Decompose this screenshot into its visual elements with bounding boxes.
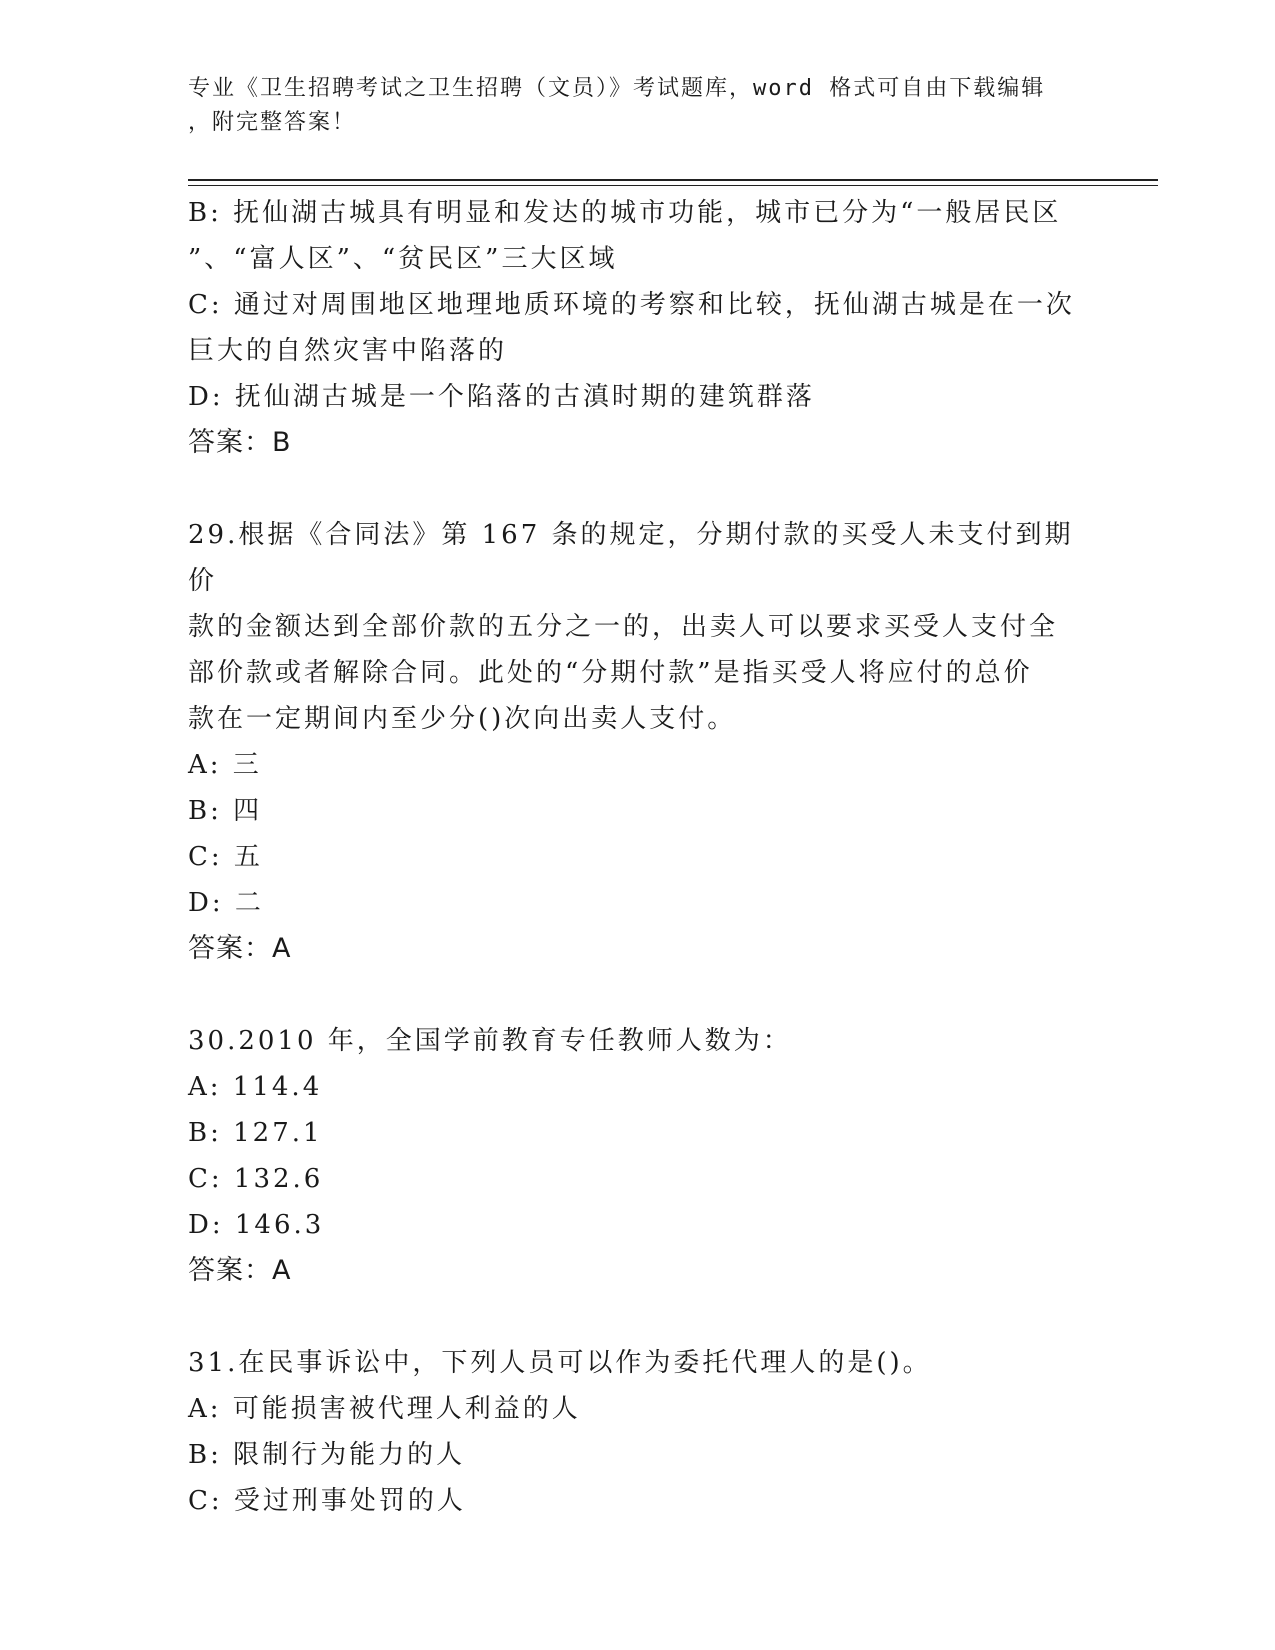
- question-stem-line-3: 部价款或者解除合同。此处的“分期付款”是指买受人将应付的总价: [188, 658, 1033, 688]
- header-rule-thin: [188, 185, 1158, 186]
- spacer: [188, 1294, 1088, 1340]
- answer: 答案：A: [188, 1255, 292, 1286]
- header-rule-thick: [188, 179, 1158, 181]
- option-b-line-1: B: 抚仙湖古城具有明显和发达的城市功能，城市已分为“一般居民区: [188, 198, 1062, 228]
- option-b: B: 四: [188, 796, 263, 826]
- question-stem-line-2: 款的金额达到全部价款的五分之一的，出卖人可以要求买受人支付全: [188, 612, 1059, 642]
- option-a: A: 三: [188, 750, 262, 780]
- question-stem: 31.在民事诉讼中，下列人员可以作为委托代理人的是()。: [188, 1348, 932, 1378]
- question-stem-line-1: 29.根据《合同法》第 167 条的规定，分期付款的买受人未支付到期价: [188, 520, 1074, 596]
- document-header: [188, 72, 1088, 140]
- header-line-1: 专业《卫生招聘考试之卫生招聘（文员）》考试题库，word 格式可自由下载编辑: [188, 76, 1046, 101]
- option-b: B: 127.1: [188, 1118, 323, 1148]
- document-body: [188, 190, 1088, 1524]
- option-b: B: 限制行为能力的人: [188, 1440, 466, 1470]
- question-29: [188, 512, 1088, 972]
- option-c: C: 132.6: [188, 1164, 324, 1194]
- answer: 答案：A: [188, 933, 292, 964]
- question-stem-line-4: 款在一定期间内至少分()次向出卖人支付。: [188, 704, 737, 734]
- option-c: C: 受过刑事处罚的人: [188, 1486, 466, 1516]
- question-31: [188, 1340, 1088, 1524]
- question-stem: 30.2010 年，全国学前教育专任教师人数为：: [188, 1026, 792, 1056]
- option-b-line-2: ”、“富人区”、“贫民区”三大区域: [188, 244, 618, 274]
- option-d: D: 抚仙湖古城是一个陷落的古滇时期的建筑群落: [188, 382, 815, 412]
- question-30: [188, 1018, 1088, 1294]
- option-a: A: 114.4: [188, 1072, 323, 1102]
- option-d: D: 二: [188, 888, 264, 918]
- option-c-line-1: C: 通过对周围地区地理地质环境的考察和比较，抚仙湖古城是在一次: [188, 290, 1075, 320]
- option-c: C: 五: [188, 842, 263, 872]
- option-a: A: 可能损害被代理人利益的人: [188, 1394, 581, 1424]
- spacer: [188, 972, 1088, 1018]
- header-line-2: ，附完整答案！: [188, 110, 357, 135]
- answer: 答案：B: [188, 427, 292, 458]
- spacer: [188, 466, 1088, 512]
- option-d: D: 146.3: [188, 1210, 325, 1240]
- question-28-remainder: [188, 190, 1088, 466]
- option-c-line-2: 巨大的自然灾害中陷落的: [188, 336, 508, 366]
